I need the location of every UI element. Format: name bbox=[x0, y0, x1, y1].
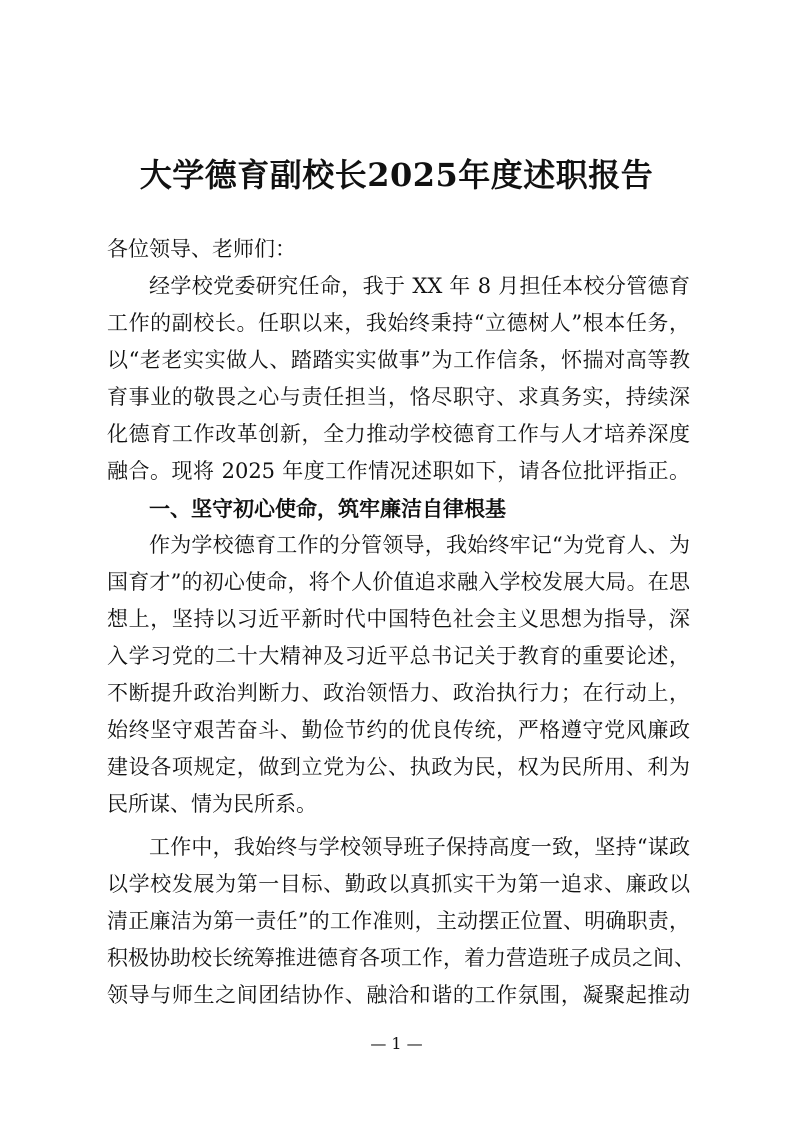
text-line: 始终坚守艰苦奋斗、勤俭节约的优良传统，严格遵守党风廉政 bbox=[107, 718, 690, 742]
document-body bbox=[107, 231, 695, 1014]
text-line: 育事业的敬畏之心与责任担当，恪尽职守、求真务实，持续深 bbox=[107, 385, 690, 409]
text-line: 入学习党的二十大精神及习近平总书记关于教育的重要论述， bbox=[107, 644, 690, 668]
text-line: 作为学校德育工作的分管领导，我始终牢记“为党育人、为 bbox=[149, 533, 690, 557]
text-line: 领导与师生之间团结协作、融洽和谐的工作氛围，凝聚起推动 bbox=[107, 983, 690, 1007]
section-heading: 一、坚守初心使命，筑牢廉洁自律根基 bbox=[149, 496, 506, 521]
paragraph-3 bbox=[107, 829, 695, 1014]
text-line: 融合。现将 2025 年度工作情况述职如下，请各位批评指正。 bbox=[107, 459, 690, 483]
text-line: 民所谋、情为民所系。 bbox=[107, 792, 317, 816]
paragraph-1 bbox=[107, 268, 690, 490]
text-line: 清正廉洁为第一责任”的工作准则，主动摆正位置、明确职责， bbox=[107, 909, 690, 933]
text-line: 工作的副校长。任职以来，我始终秉持“立德树人”根本任务， bbox=[107, 311, 690, 335]
document-title: 大学德育副校长2025年度述职报告 bbox=[139, 156, 654, 194]
text-line: 不断提升政治判断力、政治领悟力、政治执行力；在行动上， bbox=[107, 681, 690, 705]
text-line: 化德育工作改革创新，全力推动学校德育工作与人才培养深度 bbox=[107, 422, 690, 446]
text-line: 建设各项规定，做到立党为公、执政为民，权为民所用、利为 bbox=[107, 755, 690, 779]
page-number: — 1 — bbox=[370, 1034, 423, 1053]
text-line: 积极协助校长统筹推进德育各项工作，着力营造班子成员之间、 bbox=[107, 946, 695, 970]
text-line: 经学校党委研究任命，我于 XX 年 8 月担任本校分管德育 bbox=[149, 274, 690, 298]
text-line: 工作中，我始终与学校领导班子保持高度一致，坚持“谋政 bbox=[149, 835, 690, 859]
text-line: 以学校发展为第一目标、勤政以真抓实干为第一追求、廉政以 bbox=[107, 872, 690, 896]
text-line: 想上，坚持以习近平新时代中国特色社会主义思想为指导，深 bbox=[107, 607, 690, 631]
text-line: 以“老老实实做人、踏踏实实做事”为工作信条，怀揣对高等教 bbox=[107, 348, 690, 372]
paragraph-2 bbox=[107, 527, 690, 823]
salutation: 各位领导、老师们： bbox=[107, 237, 296, 261]
text-line: 国育才”的初心使命，将个人价值追求融入学校发展大局。在思 bbox=[107, 570, 690, 594]
